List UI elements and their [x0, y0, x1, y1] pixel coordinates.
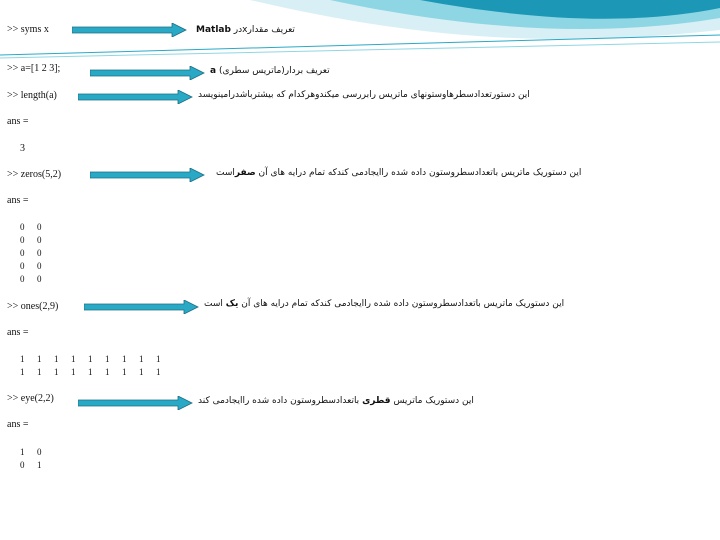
arrow-icon	[78, 396, 193, 410]
matrix-cell: 1	[54, 354, 59, 364]
matrix-cell: 0	[20, 235, 25, 245]
matrix-cell: 1	[88, 354, 93, 364]
code-zeros: >> zeros(5,2)	[7, 169, 62, 180]
ans-label-2: ans =	[7, 195, 29, 206]
matrix-row	[20, 366, 173, 379]
desc-eye: این دستوریک ماتریس قطری باتعدادسطروستون داده شده راایجادمی کند	[198, 396, 474, 406]
matrix-cell: 1	[156, 367, 161, 377]
matrix-cell: 0	[20, 222, 25, 232]
desc-ones: این دستوریک ماتریس باتعدادسطروستون داده شده راایجادمی کندکه تمام درایه های آن یک است	[204, 299, 565, 309]
matrix-cell: 0	[37, 261, 42, 271]
matrix-cell: 0	[37, 222, 42, 232]
code-vector-a: >> a=[1 2 3];	[7, 63, 61, 74]
matrix-cell: 0	[20, 261, 25, 271]
matrix-cell: 1	[54, 367, 59, 377]
matrix-cell: 1	[37, 354, 42, 364]
matrix-cell: 1	[105, 367, 110, 377]
matrix-cell: 1	[20, 367, 25, 377]
matrix-row	[20, 446, 54, 459]
matrix-cell: 1	[88, 367, 93, 377]
matrix-cell: 1	[37, 460, 42, 470]
code-length: >> length(a)	[7, 90, 57, 101]
matrix-cell: 0	[20, 248, 25, 258]
matrix-row	[20, 247, 54, 260]
matrix-row	[20, 353, 173, 366]
arrow-icon	[90, 168, 205, 182]
matrix-cell: 1	[71, 367, 76, 377]
matrix-cell: 0	[20, 274, 25, 284]
ans-value-1: 3	[20, 143, 25, 154]
matrix-ones	[20, 353, 173, 379]
matrix-cell: 1	[122, 367, 127, 377]
code-ones: >> ones(2,9)	[7, 301, 59, 312]
matrix-row	[20, 260, 54, 273]
matrix-row	[20, 459, 54, 472]
ans-label-3: ans =	[7, 327, 29, 338]
matrix-row	[20, 273, 54, 286]
matrix-cell: 1	[37, 367, 42, 377]
matrix-cell: 0	[37, 248, 42, 258]
desc-length: این دستورتعدادسطرهاوستونهای ماتریس رابررسی میکندوهرکدام که بیشترباشدرامینویسد	[198, 90, 530, 100]
matrix-cell: 1	[156, 354, 161, 364]
matrix-cell: 1	[20, 354, 25, 364]
matrix-cell: 1	[105, 354, 110, 364]
matrix-eye	[20, 446, 54, 472]
desc-vector-a: a تعریف بردار(ماتریس سطری)	[210, 66, 330, 76]
code-eye: >> eye(2,2)	[7, 393, 54, 404]
matrix-row	[20, 221, 54, 234]
desc-zeros: این دستوریک ماتریس باتعدادسطروستون داده شده راایجادمی کندکه تمام درایه های آن صفراست	[216, 168, 582, 178]
matrix-cell: 0	[37, 274, 42, 284]
desc-syms: تعریف مقدارxدر Matlab	[196, 25, 295, 35]
arrow-icon	[78, 90, 193, 104]
matrix-cell: 0	[20, 460, 25, 470]
arrow-icon	[72, 23, 187, 37]
ans-label-1: ans =	[7, 116, 29, 127]
arrow-icon	[90, 66, 205, 80]
code-syms: >> syms x	[7, 24, 49, 35]
matrix-cell: 1	[71, 354, 76, 364]
matrix-row	[20, 234, 54, 247]
arrow-icon	[84, 300, 199, 314]
ans-label-4: ans =	[7, 419, 29, 430]
matrix-cell: 1	[139, 354, 144, 364]
matrix-zeros	[20, 221, 54, 286]
matrix-cell: 1	[20, 447, 25, 457]
matrix-cell: 1	[122, 354, 127, 364]
matrix-cell: 1	[139, 367, 144, 377]
matrix-cell: 0	[37, 447, 42, 457]
matrix-cell: 0	[37, 235, 42, 245]
